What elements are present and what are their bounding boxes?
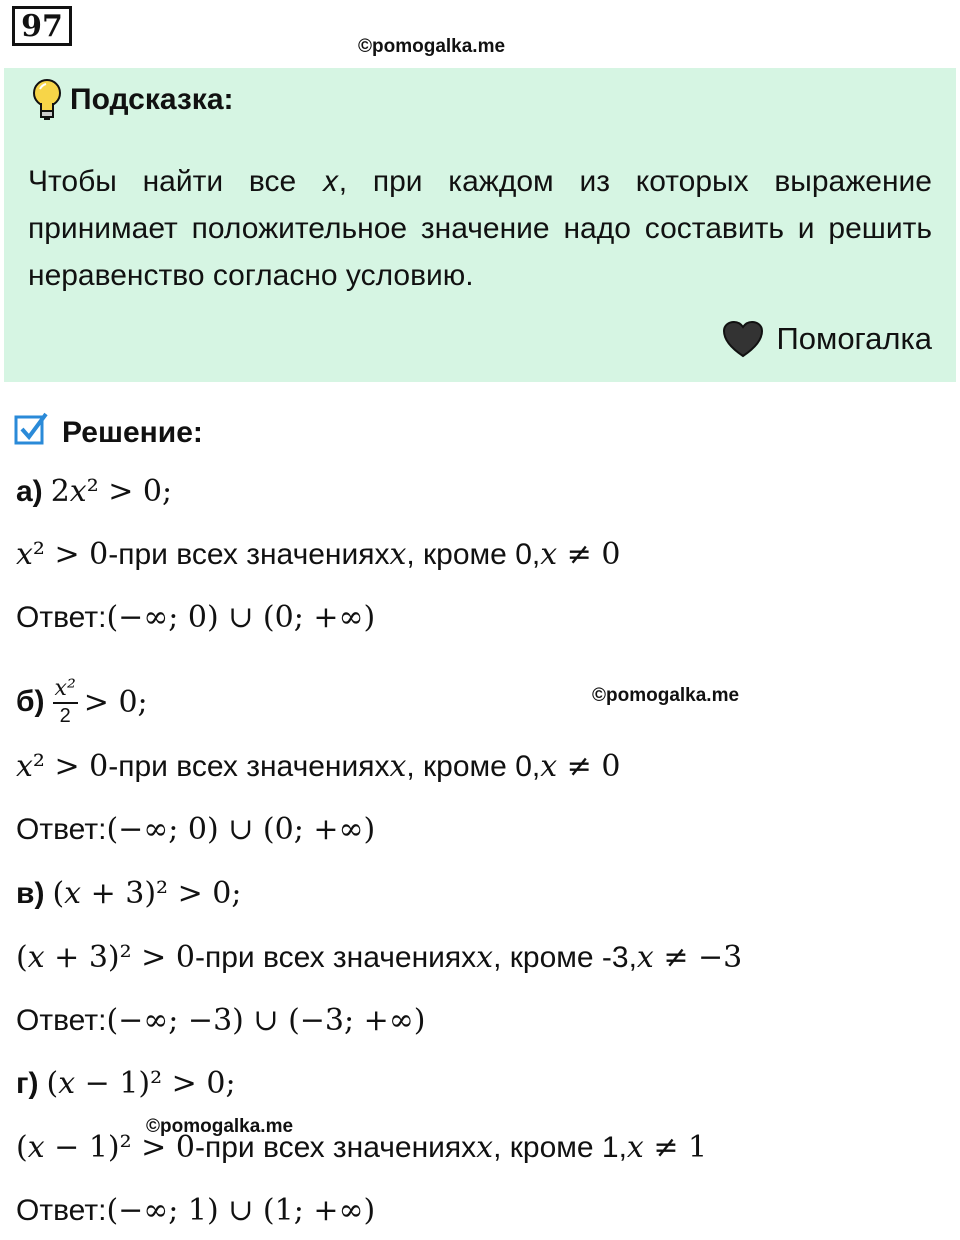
- step-except: , кроме -3,: [493, 941, 637, 974]
- part-a-answer: [16, 600, 375, 644]
- step-text: -при всех значениях: [108, 538, 390, 571]
- part-d-answer: [16, 1193, 375, 1237]
- answer-math: (−∞; 1) ∪ (1; +∞): [106, 1193, 376, 1228]
- watermark: ©pomogalka.me: [592, 685, 740, 706]
- fraction: [53, 676, 78, 728]
- step-except: , кроме 1,: [493, 1131, 627, 1164]
- part-b-task: [16, 672, 148, 732]
- solution-title: Решение:: [62, 416, 203, 449]
- part-d-step: [16, 1130, 707, 1174]
- checkbox-icon: [14, 411, 50, 447]
- part-d-task: [16, 1066, 236, 1110]
- hint-header: [32, 78, 234, 122]
- answer-label: Ответ:: [16, 813, 107, 846]
- task-math: (𝑥 − 1)² > 0;: [46, 1066, 236, 1101]
- part-b-step: [16, 749, 620, 793]
- step-except: , кроме 0,: [406, 538, 541, 571]
- part-c-task: [16, 876, 242, 920]
- part-label: г): [16, 1067, 39, 1100]
- part-label: а): [16, 475, 43, 508]
- step-text: -при всех значениях: [108, 750, 390, 783]
- answer-label: Ответ:: [16, 1194, 107, 1227]
- step-math: 𝑥² > 0: [16, 749, 109, 784]
- lightbulb-icon: [32, 79, 62, 121]
- task-math: > 0;: [83, 684, 148, 720]
- part-c-step: [16, 940, 742, 984]
- answer-math: (−∞; 0) ∪ (0; +∞): [106, 812, 376, 847]
- step-condition: 𝑥 ≠ 0: [540, 749, 621, 784]
- step-var: 𝑥: [389, 749, 407, 784]
- heart-icon: [722, 320, 764, 358]
- task-math: (𝑥 + 3)² > 0;: [52, 876, 242, 911]
- step-condition: 𝑥 ≠ −3: [636, 940, 743, 975]
- watermark: ©pomogalka.me: [146, 1116, 294, 1137]
- answer-math: (−∞; −3) ∪ (−3; +∞): [106, 1003, 426, 1038]
- step-text: -при всех значениях: [194, 941, 477, 974]
- step-condition: 𝑥 ≠ 0: [540, 537, 621, 572]
- part-a-task: [16, 474, 172, 518]
- step-var: 𝑥: [476, 940, 494, 975]
- step-var: 𝑥: [389, 537, 407, 572]
- step-math: 𝑥² > 0: [16, 537, 109, 572]
- signature-text: Помогалка: [776, 321, 932, 356]
- step-except: , кроме 0,: [406, 750, 541, 783]
- answer-label: Ответ:: [16, 601, 107, 634]
- hint-title: Подсказка:: [70, 83, 234, 116]
- step-text: -при всех значениях: [194, 1131, 477, 1164]
- step-var: 𝑥: [476, 1130, 494, 1165]
- part-a-step: [16, 537, 620, 581]
- answer-math: (−∞; 0) ∪ (0; +∞): [106, 600, 376, 635]
- part-label: б): [16, 685, 45, 718]
- step-condition: 𝑥 ≠ 1: [626, 1130, 708, 1165]
- answer-label: Ответ:: [16, 1004, 107, 1037]
- problem-number: 97: [12, 6, 72, 46]
- hint-signature: [722, 320, 932, 358]
- part-label: в): [16, 877, 45, 910]
- watermark: ©pomogalka.me: [358, 36, 506, 57]
- part-c-answer: [16, 1003, 425, 1047]
- step-math: (𝑥 − 1)² > 0: [16, 1130, 195, 1165]
- hint-text: Чтобы найти все 𝑥, при каждом из которых выражение принимает положительное значение надо составить и решить неравенство согласно условию.: [28, 165, 932, 292]
- fraction-numerator: x²: [53, 676, 78, 704]
- hint-box: [4, 68, 956, 382]
- solution-header: [14, 408, 203, 450]
- fraction-denominator: 2: [59, 705, 71, 727]
- step-math: (𝑥 + 3)² > 0: [16, 940, 195, 975]
- part-b-answer: [16, 812, 375, 856]
- task-math: 2𝑥² > 0;: [50, 474, 173, 509]
